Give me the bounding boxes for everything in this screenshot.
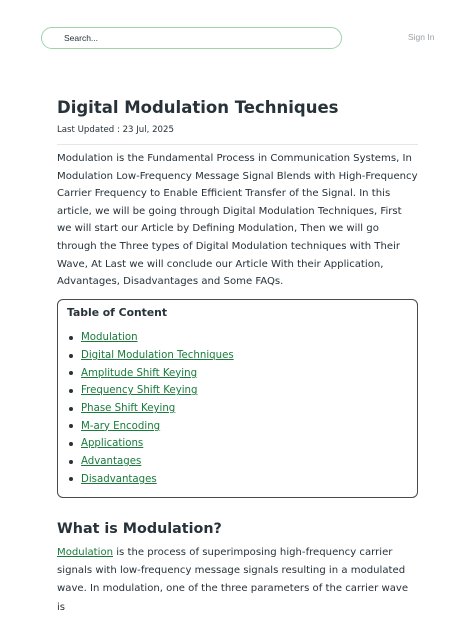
page-title: Digital Modulation Techniques [57, 98, 339, 117]
search-placeholder: Search... [64, 33, 99, 43]
section-paragraph [57, 544, 419, 617]
toc-list [69, 329, 234, 488]
top-bar [0, 0, 474, 64]
toc-item-modulation [69, 329, 234, 347]
toc-link-phase-shift-keying[interactable]: Phase Shift Keying [81, 403, 176, 415]
table-of-contents [57, 299, 418, 498]
toc-link-advantages[interactable]: Advantages [81, 456, 142, 468]
toc-link-digital-modulation-techniques[interactable]: Digital Modulation Techniques [81, 350, 234, 362]
bullet-icon [69, 354, 73, 358]
bullet-icon [69, 371, 73, 375]
toc-link-disadvantages[interactable]: Disadvantages [81, 473, 157, 485]
toc-item-frequency-shift-keying [69, 382, 234, 400]
bullet-icon [69, 424, 73, 428]
toc-link-amplitude-shift-keying[interactable]: Amplitude Shift Keying [81, 367, 198, 379]
toc-item-applications [69, 435, 234, 453]
title-divider [57, 144, 418, 145]
bullet-icon [69, 336, 73, 340]
sign-in-link[interactable]: Sign In [408, 32, 435, 42]
last-updated: Last Updated : 23 Jul, 2025 [57, 125, 174, 135]
section-heading: What is Modulation? [57, 521, 222, 537]
section-text: is the process of superimposing high-frequency carrier signals with low-frequency message signals resulting in a modulated wave. In modulation, one of the three parameters of the carrier wave is [57, 547, 409, 613]
toc-item-amplitude-shift-keying [69, 364, 234, 382]
bullet-icon [69, 442, 73, 446]
toc-link-modulation[interactable]: Modulation [81, 332, 138, 344]
modulation-inline-link[interactable]: Modulation [57, 547, 114, 558]
toc-title: Table of Content [67, 306, 168, 319]
intro-paragraph: Modulation is the Fundamental Process in Communication Systems, In Modulation Low-Frequency Message Signal Blends with High-Frequency Carrier Frequency to Enable Efficient Transfer of the Signal. In this article, we will be going through Digital Modulation Techniques, First we will start our Article by Defining Modulation, Then we will go through the Three types of Digital Modulation techniques with Their Wave, At Last we will conclude our Article With their Application, Advantages, Disadvantages and Some FAQs. [57, 153, 418, 288]
toc-item-m-ary-encoding [69, 417, 234, 435]
toc-link-frequency-shift-keying[interactable]: Frequency Shift Keying [81, 385, 198, 397]
toc-link-m-ary-encoding[interactable]: M-ary Encoding [81, 420, 161, 432]
toc-item-digital-modulation-techniques [69, 347, 234, 365]
toc-item-disadvantages [69, 471, 234, 489]
toc-item-phase-shift-keying [69, 400, 234, 418]
bullet-icon [69, 389, 73, 393]
search-input[interactable] [41, 27, 342, 49]
bullet-icon [69, 407, 73, 411]
toc-link-applications[interactable]: Applications [81, 438, 144, 450]
toc-item-advantages [69, 453, 234, 471]
bullet-icon [69, 477, 73, 481]
bullet-icon [69, 460, 73, 464]
